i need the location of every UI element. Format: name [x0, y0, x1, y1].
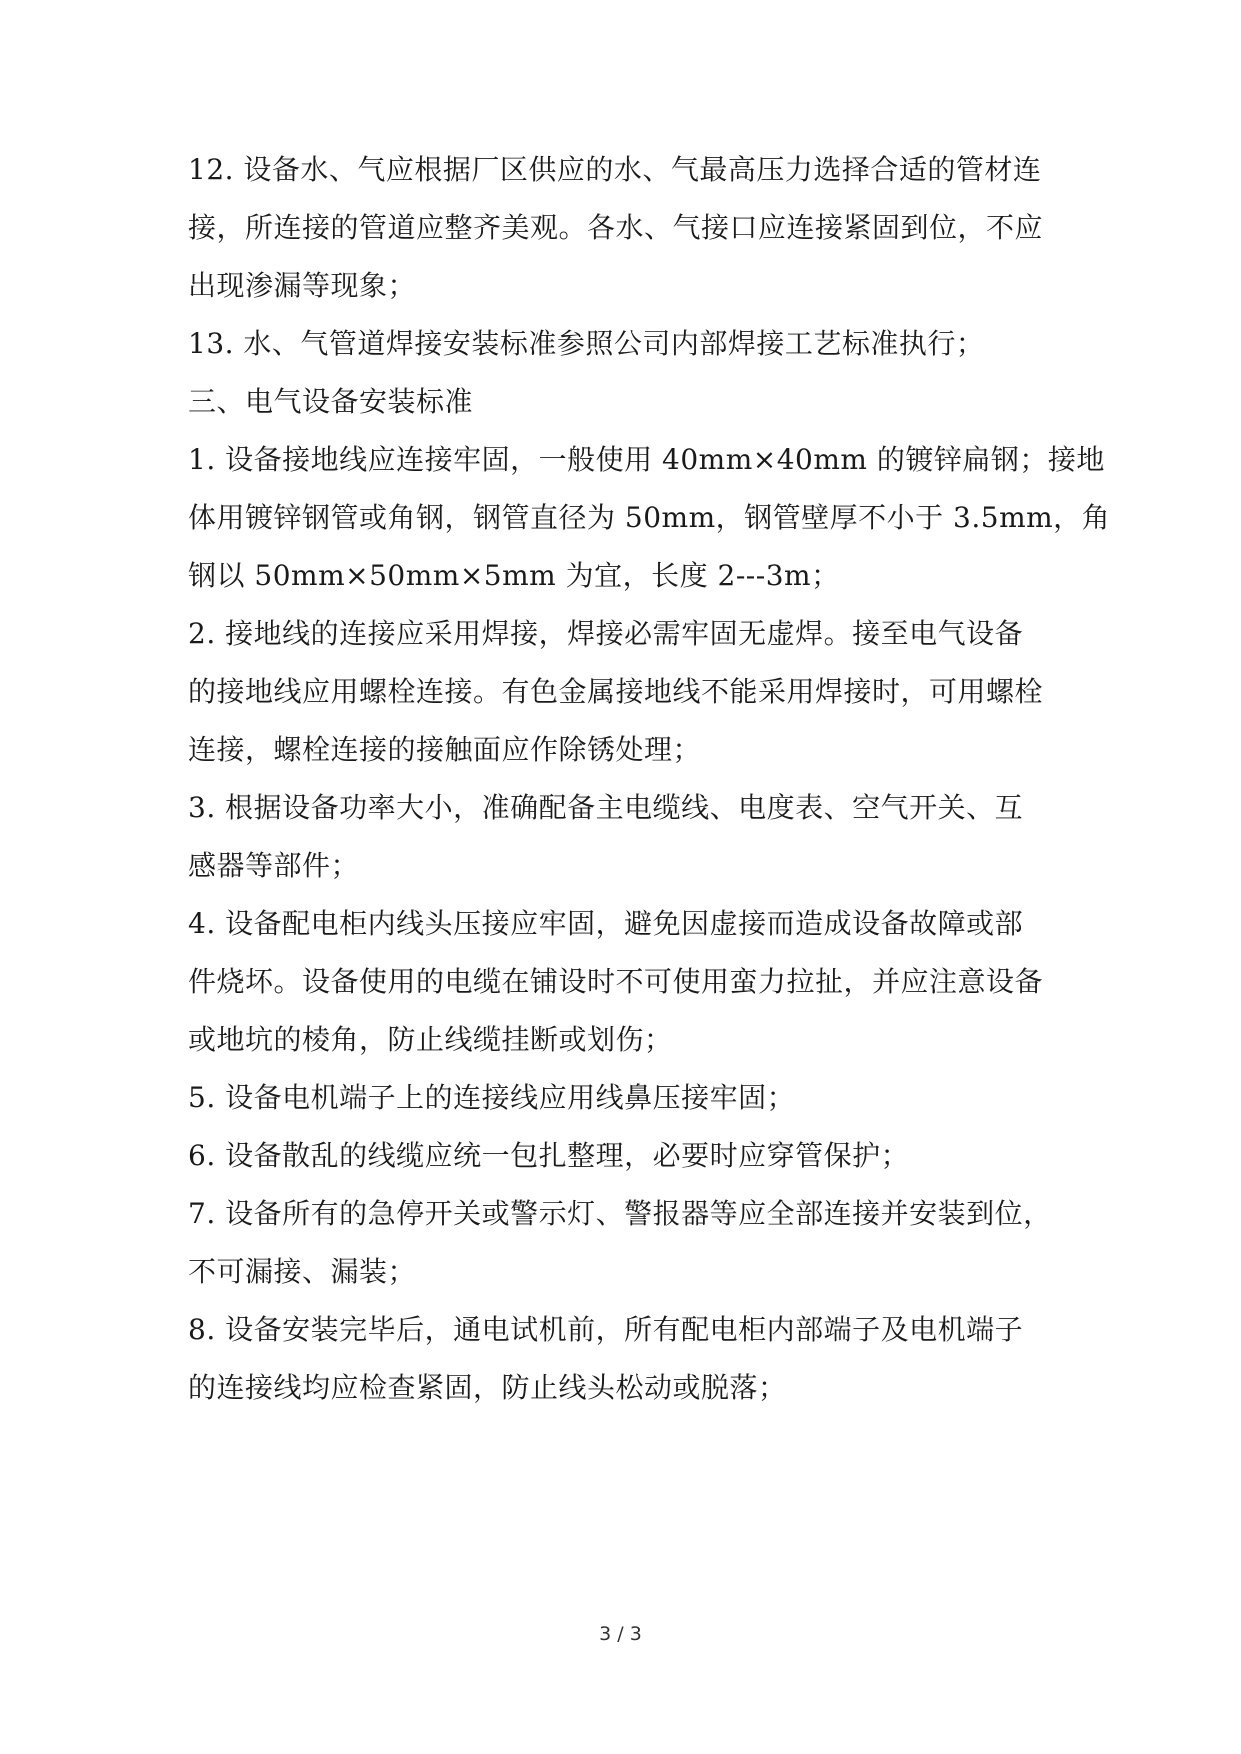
text-line: 连接，螺栓连接的接触面应作除锈处理； [188, 733, 702, 766]
text-line: 出现渗漏等现象； [188, 269, 417, 302]
text-line: 4. 设备配电柜内线头压接应牢固，避免因虚接而造成设备故障或部 [188, 907, 1024, 940]
text-line: 钢以 50mm×50mm×5mm 为宜，长度 2---3m； [188, 559, 840, 592]
text-line: 体用镀锌钢管或角钢，钢管直径为 50mm，钢管壁厚不小于 3.5mm，角 [188, 501, 1111, 534]
text-line: 的接地线应用螺栓连接。有色金属接地线不能采用焊接时，可用螺栓 [188, 675, 1044, 708]
text-line: 或地坑的棱角，防止线缆挂断或划伤； [188, 1023, 673, 1056]
text-line: 件烧坏。设备使用的电缆在铺设时不可使用蛮力拉扯，并应注意设备 [188, 965, 1044, 998]
text-line: 6. 设备散乱的线缆应统一包扎整理，必要时应穿管保护； [188, 1139, 910, 1172]
text-line: 的连接线均应检查紧固，防止线头松动或脱落； [188, 1371, 787, 1404]
text-line: 感器等部件； [188, 849, 360, 882]
text-line: 2. 接地线的连接应采用焊接，焊接必需牢固无虚焊。接至电气设备 [188, 617, 1024, 650]
text-line: 接，所连接的管道应整齐美观。各水、气接口应连接紧固到位，不应 [188, 211, 1044, 244]
text-line: 3. 根据设备功率大小，准确配备主电缆线、电度表、空气开关、互 [188, 791, 1024, 824]
text-line: 1. 设备接地线应连接牢固，一般使用 40mm×40mm 的镀锌扁钢；接地 [188, 443, 1105, 476]
text-line: 7. 设备所有的急停开关或警示灯、警报器等应全部连接并安装到位， [188, 1197, 1052, 1230]
text-line: 5. 设备电机端子上的连接线应用线鼻压接牢固； [188, 1081, 796, 1114]
text-line: 13. 水、气管道焊接安装标准参照公司内部焊接工艺标准执行； [188, 327, 985, 360]
text-line: 8. 设备安装完毕后，通电试机前，所有配电柜内部端子及电机端子 [188, 1313, 1024, 1346]
text-line: 12. 设备水、气应根据厂区供应的水、气最高压力选择合适的管材连 [188, 153, 1042, 186]
page-number: 3 / 3 [599, 1623, 642, 1645]
section-heading: 三、电气设备安装标准 [188, 385, 474, 418]
text-line: 不可漏接、漏装； [188, 1255, 417, 1288]
